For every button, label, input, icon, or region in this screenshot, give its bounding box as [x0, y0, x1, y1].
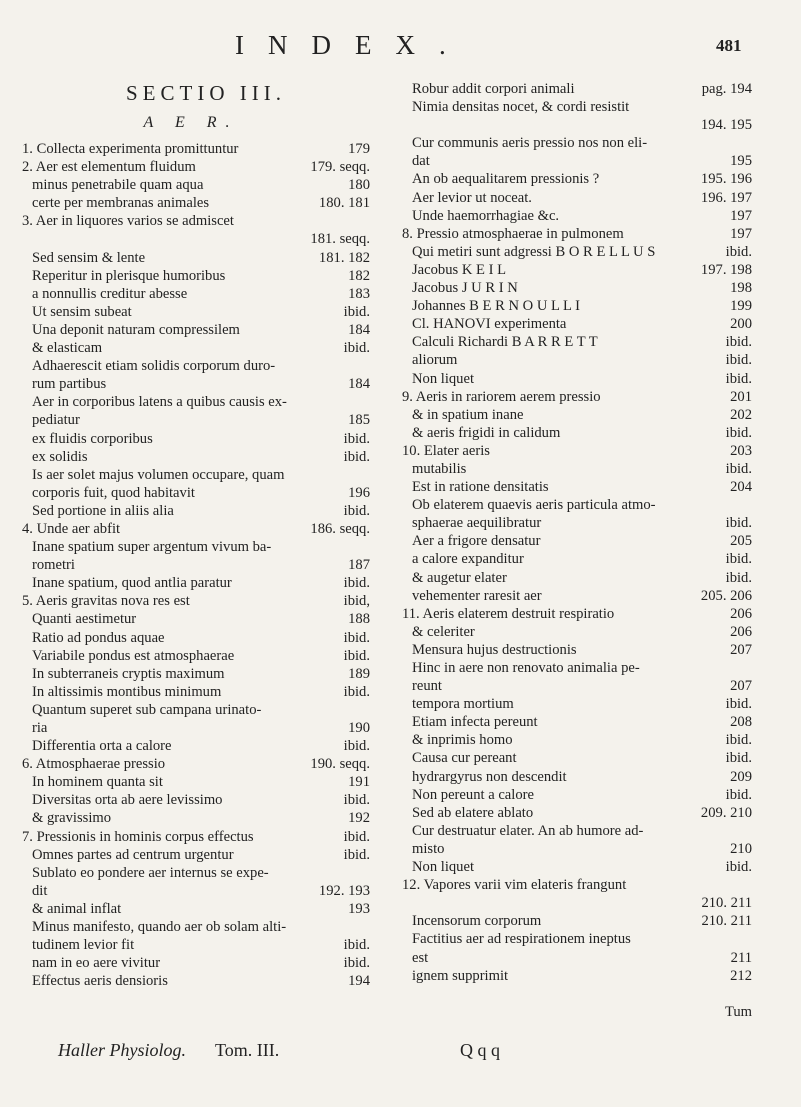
entry-page: 205 [730, 533, 752, 550]
entry-page: 195 [730, 153, 752, 170]
index-entry [22, 647, 370, 665]
index-entry [402, 822, 752, 840]
index-entry [22, 357, 370, 375]
entry-text: Causa cur pereant [412, 750, 517, 767]
entry-text: dit [32, 882, 48, 899]
index-entry [22, 448, 370, 466]
index-entry [402, 225, 752, 243]
entry-page: 209 [730, 768, 752, 785]
index-entry [402, 134, 752, 152]
entry-page: 188 [348, 611, 370, 628]
entry-page: 181. seqq. [310, 231, 370, 248]
entry-page: ibid. [343, 647, 370, 664]
index-entry [402, 623, 752, 641]
index-entry [22, 158, 370, 176]
entry-text: In subterraneis cryptis maximum [32, 665, 225, 682]
index-entry [22, 574, 370, 592]
index-entry [402, 116, 752, 134]
index-entry [22, 954, 370, 972]
index-entry [22, 484, 370, 502]
index-entry [22, 864, 370, 882]
entry-text: Ob elaterem quaevis aeris particula atmo- [412, 497, 656, 514]
index-entry [22, 212, 370, 230]
entry-page: ibid. [725, 460, 752, 477]
entry-text: Jacobus K E I L [412, 261, 507, 278]
entry-page: 190 [348, 720, 370, 736]
index-entry [402, 170, 752, 188]
entry-text: corporis fuit, quod habitavit [32, 484, 195, 501]
index-entry [402, 804, 752, 822]
entry-page: pag. 194 [701, 81, 752, 97]
entry-text: Cl. HANOVI experimenta [412, 316, 567, 333]
entry-text: tempora mortium [412, 696, 514, 713]
index-entry [22, 683, 370, 701]
index-entry [22, 846, 370, 864]
entry-page: 197 [730, 225, 752, 242]
entry-page: 182 [348, 267, 370, 284]
entry-page: ibid. [343, 448, 370, 465]
entry-text: 1. Collecta experimenta promittuntur [22, 141, 239, 157]
entry-text: Reperitur in plerisque humoribus [32, 267, 226, 284]
index-entry [402, 731, 752, 749]
index-entry [402, 370, 752, 388]
index-entry [22, 140, 370, 158]
index-entry [402, 80, 752, 98]
index-entry [402, 261, 752, 279]
index-entry [402, 876, 752, 894]
index-entry [22, 936, 370, 954]
index-entry [402, 912, 752, 930]
entry-text: est [412, 949, 429, 966]
index-entry [402, 858, 752, 876]
entry-page: 192 [348, 810, 370, 827]
entry-text: & in spatium inane [412, 406, 524, 423]
footer-volume: Tom. III. [215, 1040, 280, 1060]
entry-page: ibid. [725, 370, 752, 387]
entry-page: 203 [730, 442, 752, 459]
index-entry [22, 502, 370, 520]
entry-page: 206 [730, 605, 752, 622]
entry-page: 179. seqq. [310, 159, 370, 176]
index-entry [402, 514, 752, 532]
index-entry [402, 388, 752, 406]
index-entry [22, 466, 370, 484]
index-entry [22, 773, 370, 791]
entry-page: 207 [730, 641, 752, 658]
entry-page: ibid. [343, 340, 370, 357]
entry-text: Calculi Richardi B A R R E T T [412, 334, 598, 351]
section-subtitle: A E R. [143, 114, 239, 131]
entry-text: a nonnullis creditur abesse [32, 285, 188, 302]
entry-text: mutabilis [412, 460, 467, 477]
entry-page: ibid. [343, 303, 370, 320]
index-entry [402, 243, 752, 261]
entry-text: Aer a frigore densatur [412, 533, 541, 550]
entry-text: & celeriter [412, 623, 475, 640]
entry-page: ibid. [343, 738, 370, 755]
entry-page: Tum [724, 1003, 752, 1020]
entry-text: Cur communis aeris pressio nos non eli- [412, 135, 648, 152]
entry-text: Est in ratione densitatis [412, 479, 549, 496]
entry-text: minus penetrabile quam aqua [32, 177, 204, 194]
entry-page: 180 [348, 177, 370, 194]
entry-page: ibid. [725, 859, 752, 876]
index-entry [22, 592, 370, 610]
entry-page: 194 [348, 973, 370, 990]
entry-page: ibid. [725, 569, 752, 586]
index-entry [22, 972, 370, 990]
entry-page: 210. 211 [701, 895, 752, 912]
entry-text: Cur destruatur elater. An ab humore ad- [412, 822, 644, 839]
entry-text: & inprimis homo [412, 732, 513, 749]
entry-page: 197. 198 [700, 261, 752, 278]
index-entry [22, 230, 370, 248]
entry-page: ibid. [343, 502, 370, 519]
index-entry [22, 411, 370, 429]
entry-page: ibid. [725, 243, 752, 260]
left-column [22, 80, 370, 990]
entry-text: 10. Elater aeris [402, 442, 490, 459]
index-entry [402, 550, 752, 568]
entry-text: a calore expanditur [412, 551, 524, 568]
index-entry [402, 569, 752, 587]
entry-page: 210. 211 [701, 913, 752, 930]
entry-text: Factitius aer ad respirationem ineptus [412, 931, 631, 948]
index-entry [402, 786, 752, 804]
entry-page: 196 [348, 484, 370, 501]
index-entry [402, 279, 752, 297]
index-entry [22, 285, 370, 303]
entry-text: reunt [412, 678, 442, 695]
entry-page: 205. 206 [700, 587, 752, 604]
index-entry [22, 321, 370, 339]
entry-text: hydrargyrus non descendit [412, 768, 567, 785]
index-entry [402, 460, 752, 478]
index-entry [402, 333, 752, 351]
index-entry [402, 967, 752, 985]
index-entry [402, 152, 752, 170]
index-entry [402, 532, 752, 550]
index-entry [402, 351, 752, 369]
index-entry [22, 701, 370, 719]
entry-page: ibid. [725, 551, 752, 568]
index-entry [22, 755, 370, 773]
entry-text: Ratio ad pondus aquae [32, 629, 165, 646]
entry-text: In hominem quanta sit [32, 774, 163, 791]
footer-title: Haller Physiolog. [58, 1040, 186, 1060]
entry-page: ibid. [343, 937, 370, 954]
entry-page: ibid, [343, 593, 370, 610]
index-entry [402, 894, 752, 912]
entry-text: 11. Aeris elaterem destruit respiratio [402, 605, 615, 622]
index-entry [402, 930, 752, 948]
entry-text: ignem supprimit [412, 967, 509, 984]
index-entry [22, 303, 370, 321]
index-entry [402, 677, 752, 695]
index-entry [22, 629, 370, 647]
left-entries [22, 140, 370, 990]
index-entry [22, 719, 370, 737]
entry-text: Inane spatium super argentum vivum ba- [32, 539, 272, 556]
index-entry [22, 176, 370, 194]
index-entry [402, 695, 752, 713]
index-entry [22, 375, 370, 393]
entry-page: 212 [730, 967, 752, 984]
entry-text: Robur addit corpori animali [412, 81, 575, 97]
entry-page: ibid. [343, 430, 370, 447]
index-entry [22, 538, 370, 556]
entry-text: Hinc in aere non renovato animalia pe- [412, 660, 640, 676]
index-entry [22, 791, 370, 809]
index-entry [402, 478, 752, 496]
entry-page: 179 [348, 141, 370, 157]
entry-text: rometri [32, 557, 75, 574]
index-entry [402, 641, 752, 659]
entry-text: Johannes B E R N O U L L I [412, 298, 580, 315]
entry-text: Is aer solet majus volumen occupare, quam [32, 466, 285, 483]
entry-text: Diversitas orta ab aere levissimo [32, 792, 223, 809]
entry-text: Quanti aestimetur [32, 611, 137, 628]
entry-text: Nimia densitas nocet, & cordi resistit [412, 99, 630, 116]
entry-page: 196. 197 [700, 189, 752, 206]
index-entry [402, 1003, 752, 1021]
index-entry [22, 249, 370, 267]
entry-text: pediatur [32, 412, 80, 429]
entry-page: 184 [348, 376, 370, 393]
entry-text: Quantum superet sub campana urinato- [32, 701, 262, 718]
entry-page: 210 [730, 840, 752, 857]
right-column [402, 80, 752, 1021]
entry-text: Aer in corporibus latens a quibus causis ex- [32, 394, 287, 411]
entry-text: certe per membranas animales [32, 195, 210, 212]
index-entry [402, 840, 752, 858]
entry-page: 187 [348, 557, 370, 574]
entry-text: Qui metiri sunt adgressi B O R E L L U S [412, 243, 656, 260]
entry-page: 207 [730, 678, 752, 695]
entry-page: ibid. [725, 696, 752, 713]
index-entry [402, 297, 752, 315]
entry-page: 181. 182 [318, 249, 370, 266]
entry-page: 190. seqq. [310, 756, 370, 773]
index-entry [22, 737, 370, 755]
entry-text: Sed portione in aliis alia [32, 502, 174, 519]
entry-text: Non liquet [412, 859, 475, 876]
entry-text: Effectus aeris densioris [32, 973, 168, 990]
index-entry [402, 406, 752, 424]
entry-text: 6. Atmosphaerae pressio [22, 756, 166, 773]
entry-page: 204 [730, 479, 752, 496]
index-title: INDEX. [235, 30, 470, 60]
index-entry [402, 749, 752, 767]
index-entry [22, 339, 370, 357]
entry-page: 198 [730, 280, 752, 297]
entry-page: 200 [730, 316, 752, 333]
index-entry [22, 882, 370, 900]
index-entry [22, 520, 370, 538]
entry-page: ibid. [343, 683, 370, 700]
entry-text: Una deponit naturam compressilem [32, 321, 240, 338]
footer-signature: Q q q [460, 1040, 500, 1060]
index-entry [402, 315, 752, 333]
entry-text: Incensorum corporum [412, 913, 542, 930]
index-entry [402, 98, 752, 116]
entry-page: ibid. [725, 424, 752, 441]
entry-text: Aer levior ut noceat. [412, 189, 532, 206]
entry-page: 185 [348, 412, 370, 429]
entry-page: 180. 181 [318, 195, 370, 212]
entry-text: rum partibus [32, 376, 107, 393]
page-number: 481 [716, 36, 742, 55]
entry-page: 208 [730, 714, 752, 731]
entry-page: ibid. [725, 352, 752, 369]
page-footer [0, 1040, 801, 1074]
entry-text: & aeris frigidi in calidum [412, 424, 561, 441]
entry-text: 8. Pressio atmosphaerae in pulmonem [402, 225, 624, 242]
index-entry [22, 665, 370, 683]
entry-page: 195. 196 [700, 171, 752, 188]
entry-text: ex fluidis corporibus [32, 430, 153, 447]
entry-page: 209. 210 [700, 804, 752, 821]
entry-text: Omnes partes ad centrum urgentur [32, 846, 234, 863]
entry-text: 9. Aeris in rariorem aerem pressio [402, 388, 601, 405]
index-entry [22, 828, 370, 846]
index-entry [402, 189, 752, 207]
entry-text: & augetur elater [412, 569, 507, 586]
index-entry [402, 496, 752, 514]
entry-text: Minus manifesto, quando aer ob solam alti- [32, 919, 287, 936]
entry-text: vehementer raresit aer [412, 587, 542, 604]
index-entry [22, 809, 370, 827]
index-entry [402, 605, 752, 623]
entry-text: dat [412, 153, 430, 170]
section-title: SECTIO III. [126, 81, 286, 105]
entry-text: & animal inflat [32, 900, 122, 917]
entry-text: Sed ab elatere ablato [412, 804, 534, 821]
entry-page: 189 [348, 665, 370, 682]
entry-text: 3. Aer in liquores varios se admiscet [22, 213, 234, 230]
index-entry [22, 393, 370, 411]
entry-page: 191 [348, 774, 370, 791]
index-entry [402, 768, 752, 786]
entry-text: An ob aequalitarem pressionis ? [412, 171, 600, 188]
index-entry [402, 659, 752, 677]
entry-text: tudinem levior fit [32, 937, 135, 954]
entry-text: Inane spatium, quod antlia paratur [32, 575, 232, 592]
right-entries [402, 80, 752, 1021]
entry-text: 4. Unde aer abfit [22, 520, 121, 537]
entry-text: Mensura hujus destructionis [412, 641, 577, 658]
index-entry [22, 267, 370, 285]
index-entry [22, 430, 370, 448]
entry-text: nam in eo aere vivitur [32, 955, 161, 972]
entry-page: 183 [348, 285, 370, 302]
entry-text: ex solidis [32, 448, 88, 465]
entry-page: ibid. [725, 750, 752, 767]
entry-page: ibid. [725, 334, 752, 351]
entry-text: Jacobus J U R I N [412, 280, 518, 297]
index-entry [22, 556, 370, 574]
entry-page: ibid. [725, 515, 752, 532]
entry-text: & gravissimo [32, 810, 112, 827]
entry-text: misto [412, 840, 445, 857]
entry-page: ibid. [343, 828, 370, 845]
entry-page: ibid. [343, 629, 370, 646]
entry-page: ibid. [343, 846, 370, 863]
entry-page: 199 [730, 298, 752, 315]
entry-text: aliorum [412, 352, 458, 369]
entry-page: 206 [730, 623, 752, 640]
entry-page: ibid. [725, 786, 752, 803]
entry-page: 184 [348, 321, 370, 338]
index-entry [22, 610, 370, 628]
entry-text: Adhaerescit etiam solidis corporum duro- [32, 358, 276, 375]
entry-text: ria [32, 720, 48, 736]
entry-text: 5. Aeris gravitas nova res est [22, 593, 190, 610]
entry-text: & elasticam [32, 340, 103, 357]
entry-text: 7. Pressionis in hominis corpus effectus [22, 828, 254, 845]
page-header [0, 30, 801, 62]
entry-text: Non liquet [412, 370, 475, 387]
entry-text: Non pereunt a calore [412, 786, 534, 803]
entry-text: Ut sensim subeat [32, 303, 132, 320]
entry-text: 12. Vapores varii vim elateris frangunt [402, 877, 627, 894]
entry-page: 197 [730, 207, 752, 224]
index-entry [402, 985, 752, 1003]
index-entry [402, 713, 752, 731]
entry-page: 186. seqq. [310, 520, 370, 537]
index-entry [402, 207, 752, 225]
entry-page: ibid. [343, 955, 370, 972]
entry-page: 192. 193 [318, 882, 370, 899]
entry-page: 211 [730, 949, 752, 966]
entry-text: In altissimis montibus minimum [32, 683, 222, 700]
entry-text: sphaerae aequilibratur [412, 515, 542, 532]
entry-text: Sed sensim & lente [32, 249, 146, 266]
entry-page: 193 [348, 900, 370, 917]
index-entry [402, 949, 752, 967]
entry-text: Unde haemorrhagiae &c. [412, 207, 560, 224]
entry-page: ibid. [343, 575, 370, 592]
index-entry [22, 918, 370, 936]
index-entry [402, 424, 752, 442]
entry-text: Differentia orta a calore [32, 738, 172, 755]
entry-text: Sublato eo pondere aer internus se expe- [32, 864, 269, 881]
entry-text: Etiam infecta pereunt [412, 714, 538, 731]
entry-page: ibid. [343, 792, 370, 809]
index-entry [402, 587, 752, 605]
entry-page: ibid. [725, 732, 752, 749]
index-entry [22, 900, 370, 918]
index-entry [402, 442, 752, 460]
entry-page: 201 [730, 388, 752, 405]
index-entry [22, 194, 370, 212]
entry-page: 194. 195 [700, 117, 752, 134]
entry-text: 2. Aer est elementum fluidum [22, 159, 196, 176]
entry-page: 202 [730, 406, 752, 423]
entry-text: Variabile pondus est atmosphaerae [32, 647, 235, 664]
